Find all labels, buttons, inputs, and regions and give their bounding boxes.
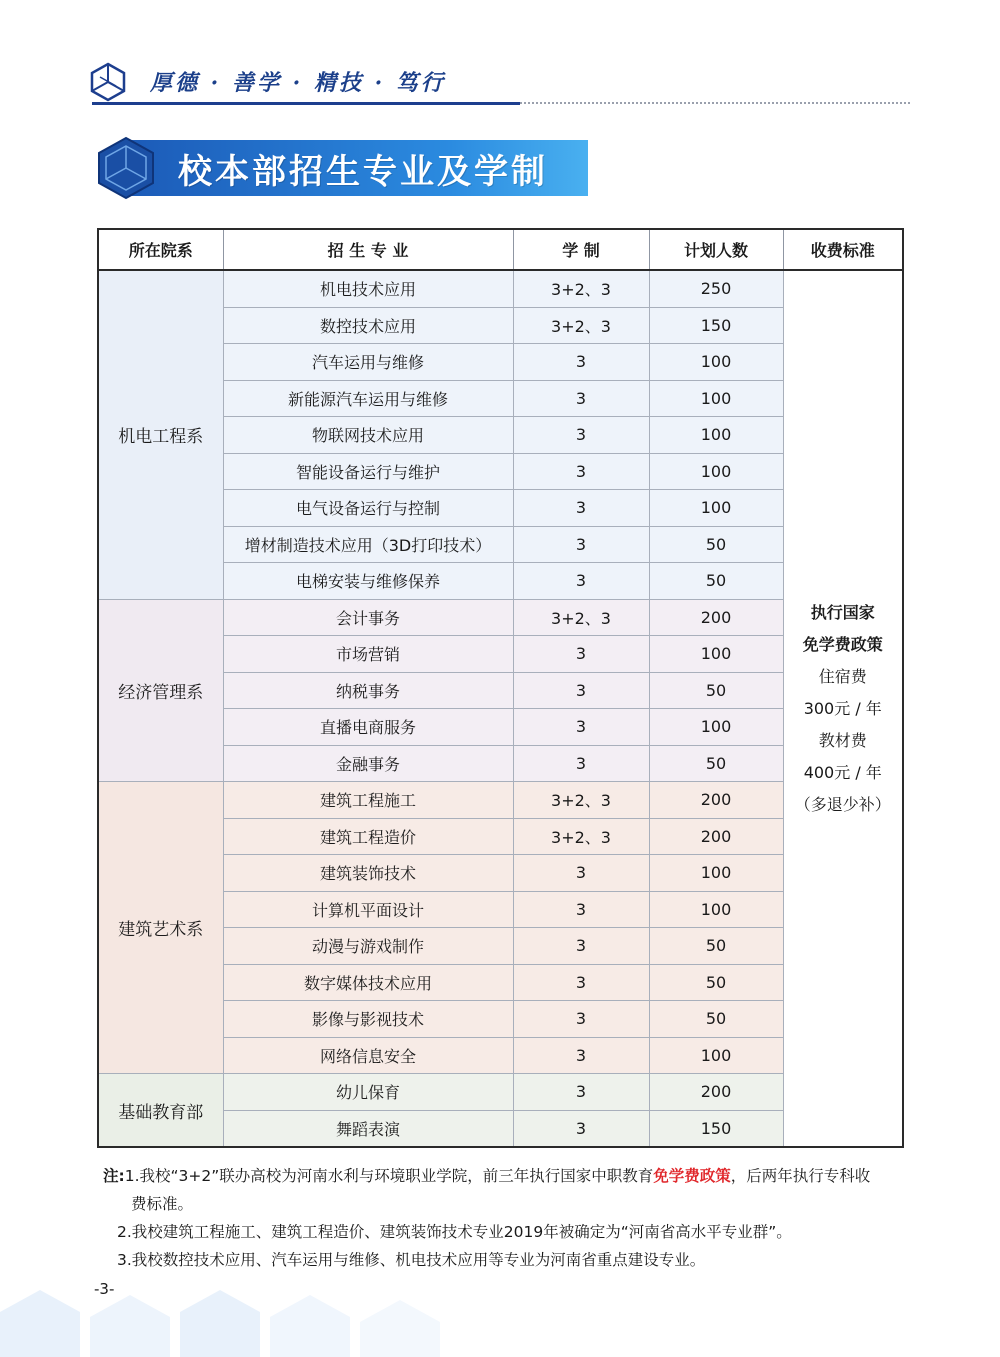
major-cell: 动漫与游戏制作 (223, 928, 513, 965)
major-cell: 物联网技术应用 (223, 417, 513, 454)
department-cell: 机电工程系 (98, 270, 223, 599)
major-cell: 纳税事务 (223, 672, 513, 709)
quota-cell: 150 (649, 1110, 783, 1147)
page-header (88, 56, 908, 108)
major-cell: 电梯安装与维修保养 (223, 563, 513, 600)
quota-cell: 100 (649, 636, 783, 673)
footnotes (103, 1162, 903, 1274)
major-cell: 计算机平面设计 (223, 891, 513, 928)
column-header-department: 所在院系 (98, 229, 223, 270)
major-cell: 智能设备运行与维护 (223, 453, 513, 490)
quota-cell: 250 (649, 270, 783, 307)
duration-cell: 3 (513, 709, 649, 746)
quota-cell: 50 (649, 1001, 783, 1038)
major-cell: 汽车运用与维修 (223, 344, 513, 381)
section-title-banner (94, 136, 588, 200)
department-cell: 基础教育部 (98, 1074, 223, 1148)
note-1-text-a: 1.我校“3+2”联办高校为河南水利与环境职业学院，前三年执行国家中职教育 (124, 1167, 654, 1185)
quota-cell: 50 (649, 672, 783, 709)
page-number: -3- (94, 1280, 115, 1298)
note-1-continued: 费标准。 (131, 1195, 194, 1213)
table-row (98, 270, 903, 307)
column-header-quota: 计划人数 (649, 229, 783, 270)
duration-cell: 3 (513, 928, 649, 965)
quota-cell: 100 (649, 490, 783, 527)
school-logo-icon (88, 62, 128, 102)
header-rule (92, 102, 520, 105)
quota-cell: 100 (649, 344, 783, 381)
duration-cell: 3 (513, 636, 649, 673)
column-header-major: 招 生 专 业 (223, 229, 513, 270)
duration-cell: 3 (513, 490, 649, 527)
duration-cell: 3 (513, 344, 649, 381)
quota-cell: 200 (649, 1074, 783, 1111)
duration-cell: 3 (513, 964, 649, 1001)
fee-line: 300元 / 年 (803, 698, 882, 718)
duration-cell: 3 (513, 453, 649, 490)
fee-line: 住宿费 (818, 666, 867, 686)
fee-line: 教材费 (818, 730, 867, 750)
major-cell: 网络信息安全 (223, 1037, 513, 1074)
table-header-row (98, 229, 903, 270)
fee-line: （多退少补） (794, 794, 891, 814)
fee-standard-cell (783, 270, 903, 1147)
duration-cell: 3 (513, 1001, 649, 1038)
hexagon-icon (94, 136, 158, 200)
duration-cell: 3 (513, 1037, 649, 1074)
fee-line: 400元 / 年 (803, 762, 882, 782)
major-cell: 影像与影视技术 (223, 1001, 513, 1038)
column-header-duration: 学 制 (513, 229, 649, 270)
table-row (98, 599, 903, 636)
note-1-highlight: 免学费政策 (653, 1167, 731, 1185)
note-1-text-b: ，后两年执行专科收 (730, 1167, 871, 1185)
major-cell: 数字媒体技术应用 (223, 964, 513, 1001)
quota-cell: 150 (649, 307, 783, 344)
hexagon-pattern-decoration (0, 1270, 460, 1357)
quota-cell: 100 (649, 891, 783, 928)
major-cell: 电气设备运行与控制 (223, 490, 513, 527)
fee-line: 免学费政策 (802, 634, 883, 654)
major-cell: 幼儿保育 (223, 1074, 513, 1111)
major-cell: 舞蹈表演 (223, 1110, 513, 1147)
duration-cell: 3+2、3 (513, 307, 649, 344)
duration-cell: 3+2、3 (513, 782, 649, 819)
major-cell: 增材制造技术应用（3D打印技术） (223, 526, 513, 563)
duration-cell: 3 (513, 563, 649, 600)
duration-cell: 3 (513, 745, 649, 782)
quota-cell: 200 (649, 782, 783, 819)
table-row (98, 782, 903, 819)
duration-cell: 3 (513, 526, 649, 563)
major-cell: 建筑装饰技术 (223, 855, 513, 892)
duration-cell: 3 (513, 891, 649, 928)
note-2: 2.我校建筑工程施工、建筑工程造价、建筑装饰技术专业2019年被确定为“河南省高水平专业群”。 (117, 1223, 792, 1241)
quota-cell: 50 (649, 745, 783, 782)
major-cell: 建筑工程造价 (223, 818, 513, 855)
quota-cell: 100 (649, 453, 783, 490)
major-cell: 市场营销 (223, 636, 513, 673)
quota-cell: 100 (649, 855, 783, 892)
fee-line: 执行国家 (810, 602, 875, 622)
duration-cell: 3 (513, 1110, 649, 1147)
major-cell: 建筑工程施工 (223, 782, 513, 819)
column-header-fee: 收费标准 (783, 229, 903, 270)
quota-cell: 100 (649, 380, 783, 417)
major-cell: 会计事务 (223, 599, 513, 636)
quota-cell: 100 (649, 709, 783, 746)
school-motto: 厚德 · 善学 · 精技 · 笃行 (150, 70, 446, 96)
duration-cell: 3 (513, 417, 649, 454)
note-1 (103, 1162, 903, 1190)
quota-cell: 50 (649, 964, 783, 1001)
table-row (98, 1074, 903, 1111)
quota-cell: 100 (649, 1037, 783, 1074)
major-cell: 新能源汽车运用与维修 (223, 380, 513, 417)
quota-cell: 50 (649, 563, 783, 600)
quota-cell: 200 (649, 599, 783, 636)
note-3: 3.我校数控技术应用、汽车运用与维修、机电技术应用等专业为河南省重点建设专业。 (117, 1251, 706, 1269)
duration-cell: 3 (513, 672, 649, 709)
major-cell: 直播电商服务 (223, 709, 513, 746)
quota-cell: 50 (649, 526, 783, 563)
duration-cell: 3 (513, 855, 649, 892)
header-rule-dotted (520, 102, 910, 104)
note-label: 注: (103, 1167, 125, 1185)
enrollment-table-wrapper (97, 228, 902, 1147)
enrollment-table (97, 228, 904, 1148)
major-cell: 机电技术应用 (223, 270, 513, 307)
duration-cell: 3 (513, 1074, 649, 1111)
duration-cell: 3+2、3 (513, 818, 649, 855)
quota-cell: 50 (649, 928, 783, 965)
duration-cell: 3+2、3 (513, 270, 649, 307)
quota-cell: 200 (649, 818, 783, 855)
page-title: 校本部招生专业及学制 (178, 152, 548, 192)
major-cell: 金融事务 (223, 745, 513, 782)
duration-cell: 3 (513, 380, 649, 417)
department-cell: 建筑艺术系 (98, 782, 223, 1074)
duration-cell: 3+2、3 (513, 599, 649, 636)
department-cell: 经济管理系 (98, 599, 223, 782)
major-cell: 数控技术应用 (223, 307, 513, 344)
quota-cell: 100 (649, 417, 783, 454)
